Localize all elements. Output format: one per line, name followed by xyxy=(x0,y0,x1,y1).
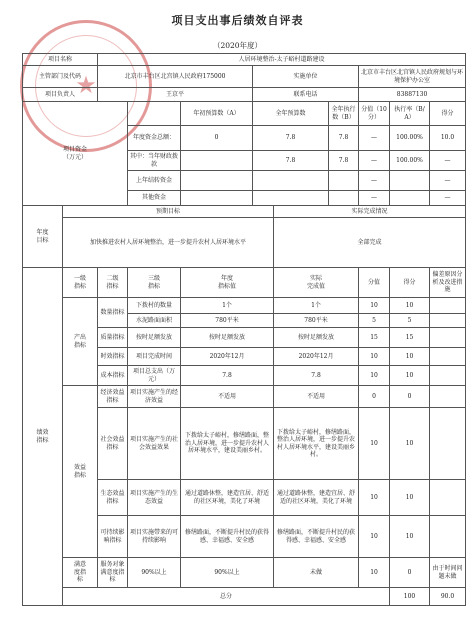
funds-cell: 7.8 xyxy=(253,151,329,171)
indicator-header: 得分 xyxy=(390,268,430,298)
indicator-note xyxy=(430,314,466,328)
funds-cell xyxy=(181,191,253,206)
funds-cell: — xyxy=(359,191,390,206)
funds-cell xyxy=(181,171,253,191)
funds-cell: — xyxy=(359,126,390,151)
indicator-actual: 780平米 xyxy=(274,314,359,328)
indicator-got: 10 xyxy=(390,480,430,516)
funds-cell xyxy=(390,191,430,206)
indicator-l2: 服务对象满意度指标 xyxy=(98,558,128,588)
indicator-note xyxy=(430,386,466,408)
funds-cell xyxy=(329,191,359,206)
indicator-got: 0 xyxy=(390,558,430,588)
funds-cell: — xyxy=(359,151,390,171)
indicator-header: 分值 xyxy=(359,268,390,298)
indicator-l3: 项目实施产生的社会效益效果 xyxy=(128,408,181,480)
indicator-target: 7.8 xyxy=(181,366,274,386)
indicator-section-label: 绩效 指标 xyxy=(23,268,63,606)
indicator-l2: 成本指标 xyxy=(98,366,128,386)
funds-cell: 0 xyxy=(181,126,253,151)
doc-title: 项目支出事后绩效自评表 xyxy=(171,14,304,27)
indicator-actual: 1个 xyxy=(274,298,359,314)
project-name: 人居环境整治-太子峪村道路建设 xyxy=(98,54,466,66)
funds-cell: 10.0 xyxy=(430,126,466,151)
funds-cell xyxy=(329,171,359,191)
indicator-header: 一级 指标 xyxy=(63,268,98,298)
goal-expected: 加快推进农村人居环境整治，进一步提升农村人居环境水平 xyxy=(63,218,274,268)
indicator-header: 实际 完成值 xyxy=(274,268,359,298)
indicator-l2: 数量指标 xyxy=(98,298,128,328)
total-got: 90.0 xyxy=(430,588,466,606)
total-label: 总分 xyxy=(63,588,390,606)
indicator-target: 1个 xyxy=(181,298,274,314)
funds-cell xyxy=(181,151,253,171)
indicator-target: 按时足额发放 xyxy=(181,328,274,348)
funds-row-label: 其他资金 xyxy=(128,191,181,206)
indicator-l2: 生态效益指标 xyxy=(98,480,128,516)
indicator-l2: 社会效益指标 xyxy=(98,408,128,480)
indicator-target: 2020年12月 xyxy=(181,348,274,366)
indicator-l3: 项目总支出（万元） xyxy=(128,366,181,386)
indicator-header: 年度 指标值 xyxy=(181,268,274,298)
indicator-l3: 项目实施产生的生态效益 xyxy=(128,480,181,516)
indicator-score: 10 xyxy=(359,516,390,558)
funds-cell xyxy=(390,171,430,191)
indicator-l2: 质量指标 xyxy=(98,328,128,348)
funds-header: 分值（10分） xyxy=(359,102,390,126)
output-indicator-label: 产出 指标 xyxy=(63,298,98,386)
indicator-score: 10 xyxy=(359,366,390,386)
indicator-got: 5 xyxy=(390,314,430,328)
funds-cell: 7.8 xyxy=(329,151,359,171)
indicator-score: 10 xyxy=(359,558,390,588)
indicator-score: 5 xyxy=(359,314,390,328)
indicator-note xyxy=(430,480,466,516)
funds-cell: 100.00% xyxy=(390,151,430,171)
indicator-score: 10 xyxy=(359,408,390,480)
indicator-got: 10 xyxy=(390,516,430,558)
indicator-got: 10 xyxy=(390,408,430,480)
indicator-target: 修缮路面，不断提升村民的获得感、幸福感、安全感 xyxy=(181,516,274,558)
evaluation-table xyxy=(22,53,466,606)
indicator-note xyxy=(430,408,466,480)
funds-cell: — xyxy=(430,151,466,171)
indicator-actual: 下拨给太子峪村，修缮路面，整治人居环境，进一步提升农村人居环境水平，建设美丽乡村。 xyxy=(274,408,359,480)
indicator-target: 通过道路休整，建造宜居、舒适的社区环境，美化了环境 xyxy=(181,480,274,516)
indicator-score: 15 xyxy=(359,328,390,348)
indicator-l3: 项目完成时间 xyxy=(128,348,181,366)
indicator-score: 0 xyxy=(359,386,390,408)
doc-year: （2020年度） xyxy=(212,41,263,50)
project-name-label: 项目名称 xyxy=(23,54,98,66)
indicator-l3: 项目实施带来的可持续影响 xyxy=(128,516,181,558)
indicator-got: 15 xyxy=(390,328,430,348)
funds-row-label: 其中：当年财政拨款 xyxy=(128,151,181,171)
indicator-target: 下拨给太子峪村，修缮路面，整治人居环境，进一步提升农村人居环境水平，建设美丽乡村。 xyxy=(181,408,274,480)
indicator-l2: 可持续影响指标 xyxy=(98,516,128,558)
official-seal: ★ xyxy=(20,20,152,152)
indicator-note xyxy=(430,366,466,386)
goal-actual: 全部完成 xyxy=(274,218,466,268)
indicator-note xyxy=(430,516,466,558)
indicator-actual: 未做 xyxy=(274,558,359,588)
dept-label: 主管部门及代码 xyxy=(23,66,98,88)
funds-header: 年初预算数（A） xyxy=(181,102,253,126)
indicator-header: 三级 指标 xyxy=(128,268,181,298)
funds-header: 执行率（B/A） xyxy=(390,102,430,126)
indicator-note: 由于时间问题未做 xyxy=(430,558,466,588)
leader-label: 项目负责人 xyxy=(23,88,98,102)
indicator-header: 二级 指标 xyxy=(98,268,128,298)
goal-expected-header: 预期目标 xyxy=(63,206,274,218)
funds-cell: 100.00% xyxy=(390,126,430,151)
indicator-target: 780平米 xyxy=(181,314,274,328)
indicator-got: 10 xyxy=(390,366,430,386)
funds-cell xyxy=(253,191,329,206)
funds-cell: — xyxy=(430,191,466,206)
indicator-score: 10 xyxy=(359,348,390,366)
indicator-l2: 经济效益指标 xyxy=(98,386,128,408)
funds-cell xyxy=(253,171,329,191)
funds-cell: — xyxy=(359,171,390,191)
indicator-note xyxy=(430,298,466,314)
unit-value: 北京市丰台区北宫镇人民政府规划与环境保护办公室 xyxy=(359,66,466,88)
indicator-l2: 时效指标 xyxy=(98,348,128,366)
indicator-score: 10 xyxy=(359,480,390,516)
indicator-note xyxy=(430,328,466,348)
funds-cell: 7.8 xyxy=(329,126,359,151)
total-score: 100 xyxy=(390,588,430,606)
indicator-l3: 水泥路面面积 xyxy=(128,314,181,328)
indicator-note xyxy=(430,348,466,366)
indicator-l3: 按时足额发放 xyxy=(128,328,181,348)
funds-header: 全年预算数 xyxy=(253,102,329,126)
indicator-score: 10 xyxy=(359,298,390,314)
leader-value: 王京平 xyxy=(98,88,253,102)
indicator-l3: 90%以上 xyxy=(128,558,181,588)
benefit-indicator-label: 效益 指标 xyxy=(63,386,98,558)
indicator-actual: 2020年12月 xyxy=(274,348,359,366)
indicator-got: 10 xyxy=(390,298,430,314)
goal-actual-header: 实际完成情况 xyxy=(274,206,466,218)
indicator-target: 不适用 xyxy=(181,386,274,408)
indicator-actual: 修缮路面，不断提升村民的获得感、幸福感、安全感 xyxy=(274,516,359,558)
indicator-got: 0 xyxy=(390,386,430,408)
unit-label: 实施单位 xyxy=(253,66,359,88)
funds-label: 项目资金 （万元） xyxy=(23,102,128,206)
indicator-l3: 下拨村的数量 xyxy=(128,298,181,314)
indicator-got: 10 xyxy=(390,348,430,366)
funds-cell: 7.8 xyxy=(253,126,329,151)
phone-label: 联系电话 xyxy=(253,88,359,102)
funds-header: 全年执行数（B） xyxy=(329,102,359,126)
goal-label: 年度 目标 xyxy=(23,206,63,268)
indicator-actual: 通过道路休整，建造宜居、舒适的社区环境，美化了环境 xyxy=(274,480,359,516)
indicator-actual: 按时足额发放 xyxy=(274,328,359,348)
indicator-actual: 7.8 xyxy=(274,366,359,386)
funds-header: 得分 xyxy=(430,102,466,126)
phone-value: 83887130 xyxy=(359,88,466,102)
satisfaction-indicator-label: 满意 度指 标 xyxy=(63,558,98,588)
dept-value: 北京市丰台区北宫镇人民政府175000 xyxy=(98,66,253,88)
indicator-header: 偏差原因分析及改进措施 xyxy=(430,268,466,298)
indicator-l3: 项目实施产生的经济效益 xyxy=(128,386,181,408)
funds-row-label: 上年结转资金 xyxy=(128,171,181,191)
indicator-target: 90%以上 xyxy=(181,558,274,588)
funds-row-label: 年度资金总额： xyxy=(128,126,181,151)
funds-cell: — xyxy=(430,171,466,191)
indicator-actual: 不适用 xyxy=(274,386,359,408)
